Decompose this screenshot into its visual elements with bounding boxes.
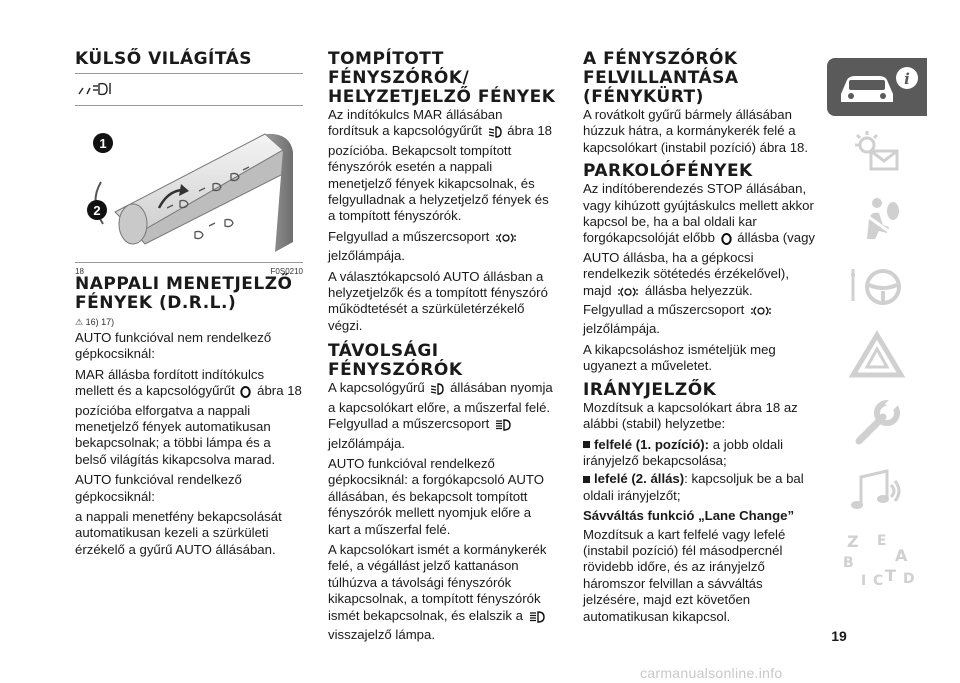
wrench-icon — [847, 397, 907, 449]
ring-o-icon — [240, 386, 251, 402]
column-3 — [583, 50, 815, 629]
page-number: 19 — [831, 628, 847, 644]
section-title-exterior-lights: KÜLSŐ VILÁGÍTÁS — [75, 49, 253, 69]
turn-bullet-down: lefelé (2. állás): kapcsoljuk be a bal oldali irányjelzőt; — [583, 471, 804, 503]
figure-18-lever-switch — [75, 112, 303, 276]
section-title-dipped-beam: TOMPÍTOTT FÉNYSZÓRÓK/ HELYZETJELZŐ FÉNYEK — [328, 49, 556, 107]
lever-illustration — [75, 112, 303, 260]
svg-text:i: i — [904, 70, 910, 88]
svg-text:C: C — [873, 573, 884, 589]
car-info-icon — [827, 58, 927, 116]
sidebar-item-index[interactable] — [827, 528, 927, 590]
svg-text:T: T — [885, 566, 896, 585]
parking-paragraph-2: A kikapcsoláshoz ismételjük meg ugyanezt a műveletet. — [583, 341, 776, 374]
dipped-beam-icon — [430, 383, 444, 399]
dashboard-lights-icon — [847, 127, 907, 175]
chapter-sidebar — [827, 58, 927, 620]
section-title-high-beam: TÁVOLSÁGI FÉNYSZÓRÓK — [328, 341, 463, 381]
dipped-paragraph-3: A választókapcsoló AUTO állásban a helyzetjelzők és a tompított fényszóró működtetését a szürkületérzékelő végzi. — [328, 268, 548, 333]
position-lights-icon — [617, 286, 639, 302]
warning-references: ⚠ 16) 17) — [75, 317, 115, 327]
column-2 — [328, 50, 556, 647]
bullet-square — [583, 476, 590, 483]
sidebar-item-multimedia[interactable] — [827, 460, 927, 522]
turn-bullet-up: felfelé (1. pozíció): a jobb oldali irányjelző bekapcsolása; — [583, 436, 784, 468]
column-1 — [75, 50, 303, 562]
turn-paragraph: Mozdítsuk a kapcsolókart ábra 18 az alábbi (stabil) helyzetbe: — [583, 399, 798, 432]
high-paragraph-3: A kapcsolókart ismét a kormánykerék felé, a végállást jelző kattanáson túlhúzva a távolsági fényszórók kikapcsolnak, a tompított fényszórók ismét bekapcsolnak, és elalszik a visszajelző lámpa. — [328, 541, 547, 642]
dipped-paragraph-1: Az indítókulcs MAR állásában fordítsuk a kapcsológyűrűt ábra 18 pozícióba. Bekapcsolt tompított fényszórók esetén a nappali menetjelző fények kikapcsolnak, és felgyulladnak a helyzetjelző fények és a tompított fényszórók. — [328, 107, 553, 224]
figure-code: F0S0210 — [270, 267, 303, 276]
section-title-parking-lights: PARKOLÓFÉNYEK — [583, 161, 753, 182]
symbol-rule — [75, 105, 303, 106]
section-title-drl: NAPPALI MENETJELZŐ FÉNYEK (D.R.L.) — [75, 274, 293, 313]
index-letters-icon — [837, 529, 917, 589]
footer-watermark[interactable]: carmanualsonline.info — [640, 665, 783, 681]
callout-2: 2 — [93, 203, 101, 218]
sidebar-item-maintenance[interactable] — [827, 392, 927, 454]
dipped-beam-icon — [488, 126, 502, 142]
media-icon — [847, 465, 907, 517]
drl-paragraph-3: AUTO funkcióval rendelkező gépkocsiknál: — [75, 472, 242, 504]
figure-caption: 18 — [75, 267, 84, 276]
warning-triangle-icon — [847, 329, 907, 381]
airbag-icon — [847, 193, 907, 245]
warning-triangle-small-icon: ⚠ — [75, 317, 84, 327]
steering-wheel-icon — [847, 261, 907, 313]
svg-text:E: E — [877, 533, 887, 549]
dipped-paragraph-2: Felgyullad a műszercsoport jelzőlámpája. — [328, 229, 556, 265]
lane-change-title: Sávváltás funkció „Lane Change” — [583, 508, 795, 524]
section-title-flash: A FÉNYSZÓRÓK FELVILLANTÁSA (FÉNYKÜRT) — [583, 49, 739, 107]
drl-paragraph-2: MAR állásba fordított indítókulcs mellett és a kapcsológyűrűt ábra 18 pozícióba elforgatva a nappali menetjelző fények automatikusan bekapcsolnak; a többi lámpa és a belső világítás kikapcsolva marad. — [75, 366, 302, 467]
sidebar-item-driving[interactable] — [827, 256, 927, 318]
position-lights-icon — [495, 232, 517, 248]
sidebar-item-safety[interactable] — [827, 188, 927, 250]
position-lights-icon — [750, 305, 772, 321]
svg-text:B: B — [843, 555, 854, 571]
lane-change-paragraph: Mozdítsuk a kart felfelé vagy lefelé (instabil pozíció) fél másodpercnél rövidebb időre, és az irányjelző háromszor felvillan a sávváltás jelzésére, majd ezt követően automatikusan kikapcsol. — [583, 526, 786, 624]
sidebar-tab-active[interactable] — [827, 58, 927, 116]
svg-text:Z: Z — [847, 532, 859, 551]
sidebar-item-emergency[interactable] — [827, 324, 927, 386]
high-beam-icon — [495, 419, 511, 435]
high-paragraph-1: A kapcsológyűrű állásában nyomja a kapcsolókart előre, a műszerfal felé. Felgyullad a műszercsoport jelzőlámpája. — [328, 380, 553, 451]
bullet-square — [583, 441, 590, 448]
svg-text:D: D — [903, 571, 915, 587]
section-title-turn-signals: IRÁNYJELZŐK — [583, 379, 717, 400]
parking-paragraph-1: Az indítóberendezés STOP állásában, vagy kihúzott gyújtáskulcs mellett akkor kapcsol be, ha a bal oldali kar forgókapcsolóját előbb állásba (vagy AUTO állásba, ha a gépkocsi rendelkezik sötétedés érzékelővel), majd állásba helyezzük. Felgyullad a műszercsoport jelzőlámpája. — [583, 181, 816, 337]
svg-text:I: I — [861, 573, 867, 589]
title-rule — [75, 73, 303, 74]
svg-text:A: A — [895, 546, 908, 565]
drl-paragraph-1: AUTO funkcióval nem rendelkező gépkocsiknál: — [75, 330, 272, 362]
sidebar-item-dashboard[interactable] — [827, 120, 927, 182]
high-beam-icon — [529, 611, 545, 627]
high-paragraph-2: AUTO funkcióval rendelkező gépkocsiknál: a forgókapcsoló AUTO állásában, és bekapcsolt tompított fényszórók mellett nyomjuk előre a kart a műszerfal felé. — [328, 455, 545, 537]
callout-1: 1 — [99, 136, 107, 151]
drl-paragraph-4: a nappali menetfény bekapcsolását automatikusan kezeli a szürkületi érzékelő a gyűrű AUTO állásában. — [75, 509, 282, 557]
headlight-symbol-icon — [77, 80, 303, 101]
flash-paragraph: A rovátkolt gyűrű bármely állásában húzzuk hátra, a kormánykerék felé a kapcsolókart (instabil pozíció) ábra 18. — [583, 107, 809, 155]
ring-o-icon — [721, 233, 732, 249]
